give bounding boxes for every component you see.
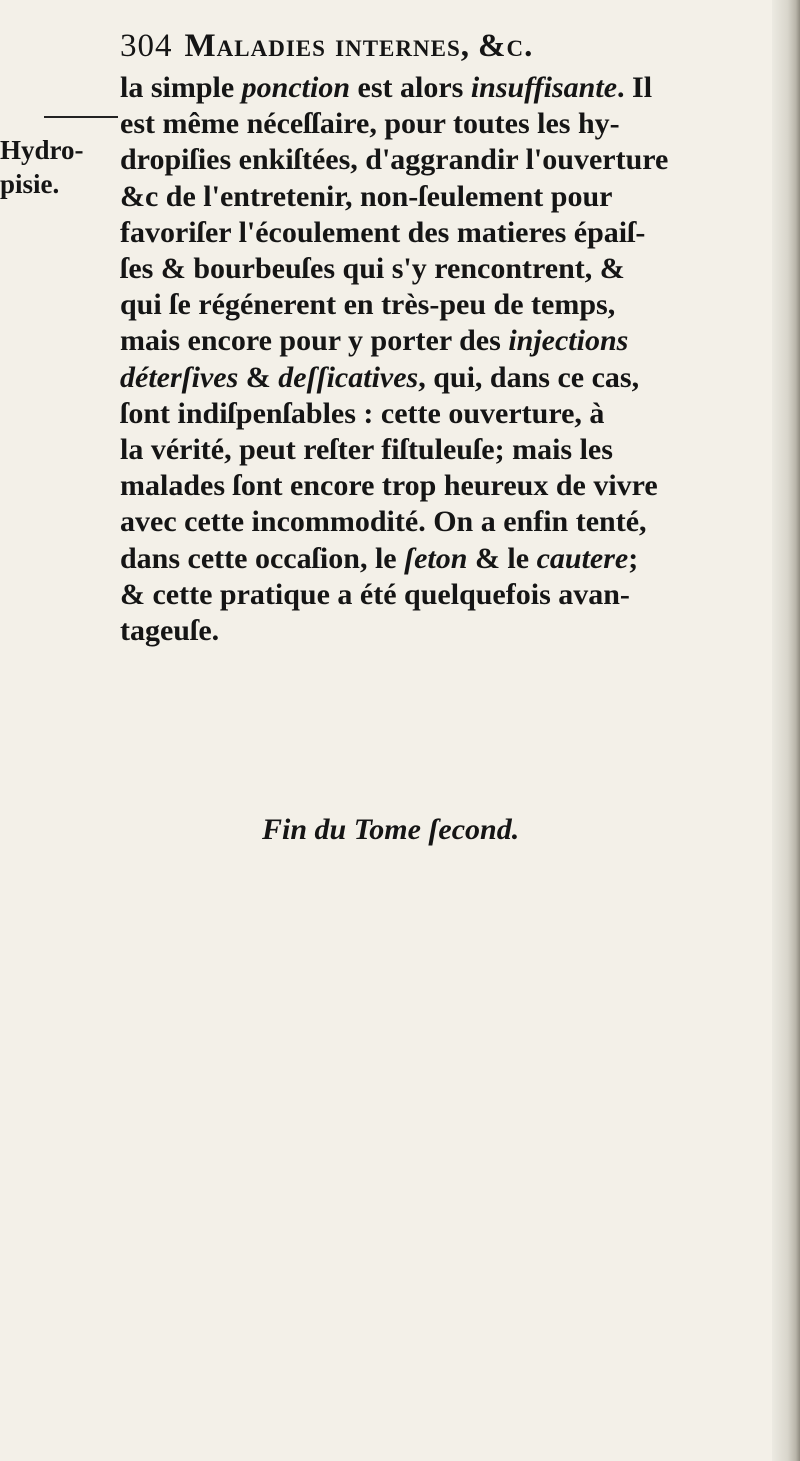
text-line: dans cette occaſion, le ſeton & le cautere; <box>120 541 639 575</box>
end-of-volume: Fin du Tome ſecond. <box>262 813 520 846</box>
text-line: mais encore pour y porter des injections <box>120 324 629 358</box>
text-line: est même néceſſaire, pour toutes les hy- <box>120 107 620 141</box>
text-line: dropiſies enkiſtées, d'aggrandir l'ouverture <box>120 143 669 177</box>
body-text <box>120 70 772 649</box>
margin-note-line: pisie. <box>0 169 60 199</box>
text-line: la simple ponction est alors insuffisante. Il <box>120 71 653 104</box>
text-line: avec cette incommodité. On a enfin tenté, <box>120 505 647 539</box>
text-line: la vérité, peut reſter fiſtuleuſe; mais les <box>120 433 613 467</box>
margin-rule <box>44 116 118 118</box>
text-line: &c de l'entretenir, non-ſeulement pour <box>120 179 613 213</box>
text-line: tageuſe. <box>120 614 220 648</box>
text-line: ſes & bourbeuſes qui s'y rencontrent, & <box>120 252 625 286</box>
margin-note-line: Hydro- <box>0 135 84 165</box>
running-title: Maladies internes, <box>184 28 470 64</box>
page-number: 304 <box>120 28 173 64</box>
text-line: malades ſont encore trop heureux de vivre <box>120 469 658 503</box>
text-line: & cette pratique a été quelquefois avan- <box>120 577 630 611</box>
text-line: déterſives & deſſicatives, qui, dans ce cas, <box>120 360 640 394</box>
page-edge-shadow <box>772 0 800 1461</box>
running-head <box>120 28 720 65</box>
running-title-etc: &c. <box>478 28 534 64</box>
text-line: qui ſe régénerent en très-peu de temps, <box>120 288 616 322</box>
margin-note <box>0 97 120 201</box>
text-line: ſont indiſpenſables : cette ouverture, à <box>120 396 605 430</box>
text-line: favoriſer l'écoulement des matieres épaiſ- <box>120 215 646 249</box>
